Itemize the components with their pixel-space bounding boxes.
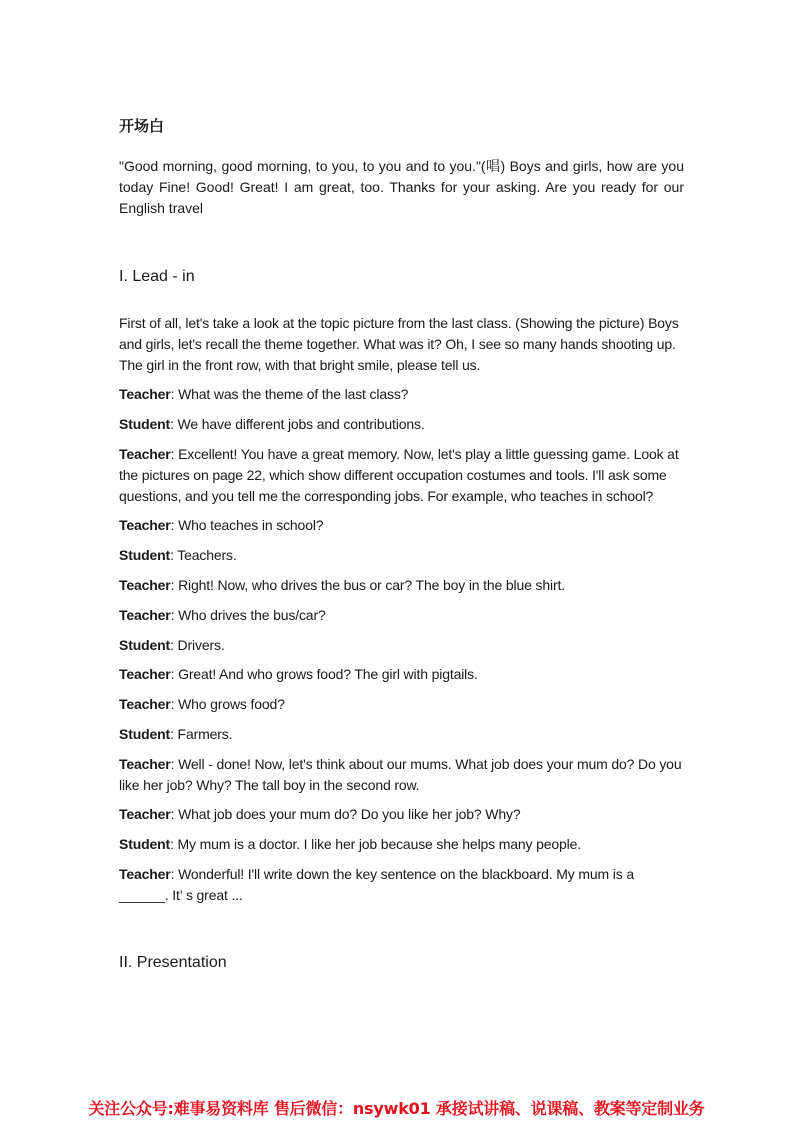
section-heading-presentation: II. Presentation [119,953,227,971]
dialogue-line [119,864,684,906]
dialogue-line [119,605,684,626]
speaker-name: Student [119,547,171,564]
speaker-name: Teacher [119,865,171,882]
dialogue-text: : Well - done! Now, let's think about our mums. What job does your mum do? Do you like her job? Why? The tall boy in the second row. [119,755,682,793]
footer-watermark: 关注公众号:难事易资料库 售后微信：nsywk01 承接试讲稿、说课稿、教案等定制业务 [88,1099,705,1118]
dialogue-text: : Who drives the bus/car? [170,606,326,623]
dialogue-line [119,575,684,596]
dialogue-text: : Great! And who grows food? The girl with pigtails. [170,666,478,683]
speaker-name: Student [119,416,171,433]
dialogue-text: : Who grows food? [170,696,285,713]
dialogue-line [119,694,684,715]
dialogue-line [119,384,684,405]
dialogue-text: : We have different jobs and contributions. [170,416,425,433]
dialogue-line [119,515,684,536]
dialogue-line [119,664,684,685]
dialogue-text: : Excellent! You have a great memory. Now, let's play a little guessing game. Look at the pictures on page 22, which show different occupation costumes and tools. I'll ask some questions, and you tell me the corresponding jobs. For example, who teaches in school? [119,445,679,504]
speaker-name: Student [119,636,171,653]
dialogue-line [119,834,684,855]
dialogue-text: : Teachers. [170,547,237,564]
document-content [119,116,684,974]
speaker-name: Teacher [119,445,171,462]
dialogue-line [119,444,684,506]
speaker-name: Teacher [119,696,171,713]
speaker-name: Teacher [119,806,171,823]
speaker-name: Teacher [119,386,171,403]
speaker-name: Teacher [119,606,171,623]
dialogue-text: : Who teaches in school? [170,517,324,534]
dialogue-line [119,545,684,566]
dialogue-list [119,384,684,905]
lead-in-intro: First of all, let's take a look at the topic picture from the last class. (Showing the picture) Boys and girls, let's recall the theme together. What was it? Oh, I see so many hands shooting up. The girl in the front row, with that bright smile, please tell us. [119,315,679,373]
speaker-name: Teacher [119,755,171,772]
dialogue-text: : What was the theme of the last class? [170,386,409,403]
dialogue-text: : Drivers. [170,636,225,653]
dialogue-text: : Right! Now, who drives the bus or car? The boy in the blue shirt. [170,576,565,593]
speaker-name: Teacher [119,517,171,534]
dialogue-line [119,724,684,745]
dialogue-line [119,804,684,825]
dialogue-text: : What job does your mum do? Do you like her job? Why? [170,806,521,823]
speaker-name: Teacher [119,576,171,593]
dialogue-line [119,754,684,796]
dialogue-line [119,635,684,656]
dialogue-text: : Wonderful! I'll write down the key sentence on the blackboard. My mum is a ______. It’ s great ... [119,865,634,903]
opening-heading: 开场白 [119,118,165,135]
dialogue-text: : Farmers. [170,725,233,742]
dialogue-line [119,414,684,435]
opening-text: "Good morning, good morning, to you, to you and to you."(唱) Boys and girls, how are you today Fine! Good! Great! I am great, too. Thanks for your asking. Are you ready for our English travel [119,158,684,216]
speaker-name: Student [119,836,171,853]
speaker-name: Teacher [119,666,171,683]
dialogue-text: : My mum is a doctor. I like her job because she helps many people. [170,836,582,853]
speaker-name: Student [119,725,171,742]
section-heading-lead-in: I. Lead - in [119,268,195,285]
